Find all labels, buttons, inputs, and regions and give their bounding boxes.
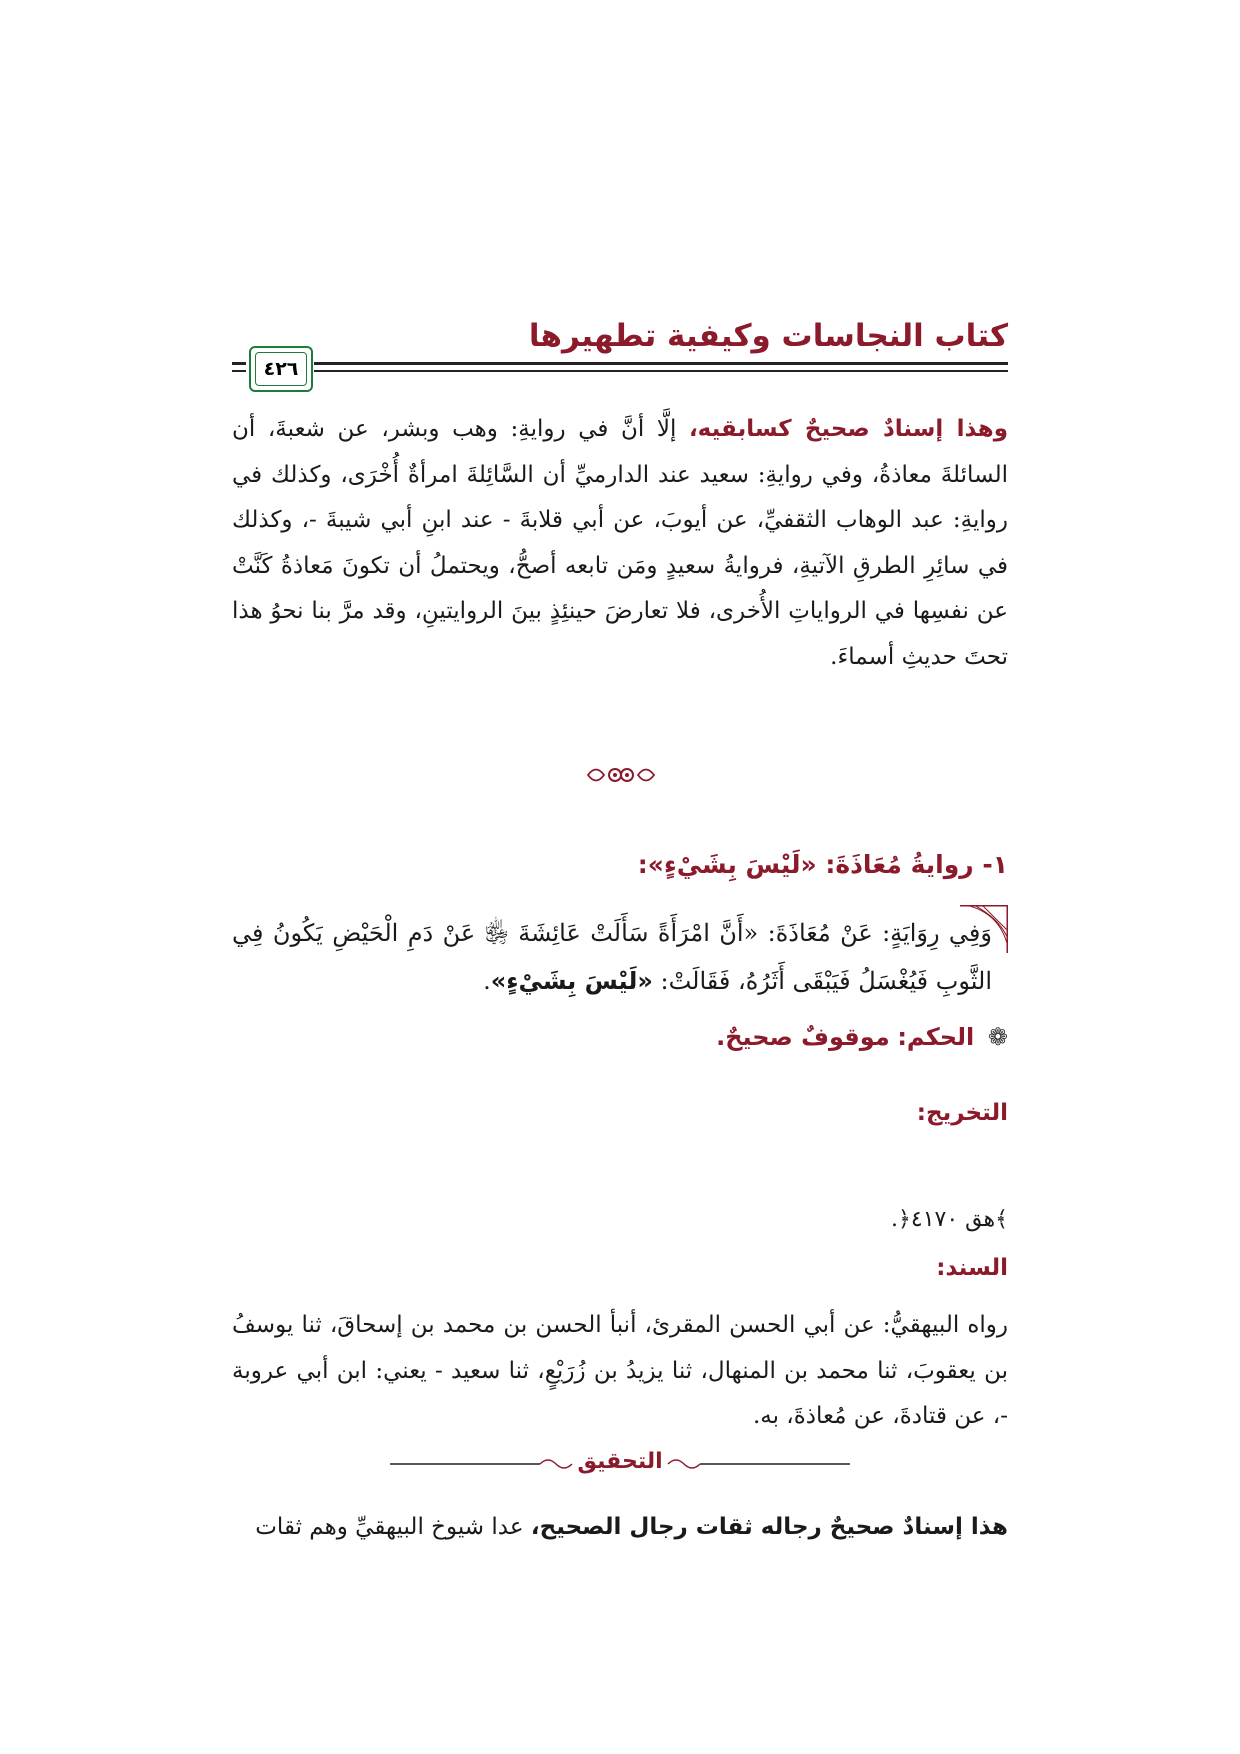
hadith-box [232,905,1008,1015]
intro-paragraph [232,407,1008,680]
ruling-value: موقوفٌ صحيحٌ. [716,1023,890,1051]
page-number: ٤٢٦ [255,352,307,386]
tahqiq-label: التحقيق [577,1449,663,1474]
tahqiq-divider [390,1449,850,1479]
ruling-label: الحكم: [897,1023,975,1051]
header-rule [232,362,246,365]
takhrij-heading: التخريج: [916,1100,1008,1126]
ornament-divider-icon [584,760,658,790]
hadith-end: . [483,967,491,995]
running-header [232,318,1008,398]
sanad-heading: السند: [936,1255,1008,1281]
header-rule [314,370,1008,372]
section-heading: ١- روايةُ مُعَاذَةَ: «لَيْسَ بِشَيْءٍ»: [637,850,1008,879]
takhrij-reference: ﴾هق ٤١٧٠﴿. [891,1207,1008,1232]
ruling-line [716,1023,1008,1051]
intro-text: إلَّا أنَّ في روايةِ: وهب وبشر، عن شعبةَ، أن السائلةَ معاذةُ، وفي روايةِ: سعيد عند الدارميِّ أن السَّائِلةَ امرأةٌ أُخْرَى، وكذلك في روايةِ: عبد الوهاب الثقفيِّ، عن أيوبَ، عن أبي قلابةَ - عند ابنِ أبي شيبةَ -، وكذلك في سائِرِ الطرقِ الآتيةِ، فروايةُ سعيدٍ ومَن تابعه أصحُّ، ويحتملُ أن تكونَ مَعاذةُ كَنَّتْ عن نفسِها في الرواياتِ الأُخرى، فلا تعارضَ حينئِذٍ بينَ الروايتينِ، وقد مرَّ بنا نحوُ هذا تحتَ حديثِ أسماءَ. [232,416,1008,670]
flower-icon: ❁ [987,1023,1008,1051]
page-number-badge [249,346,313,392]
header-rule [314,362,1008,365]
final-paragraph [232,1505,1008,1550]
final-bold: هذا إسنادٌ صحيحٌ رجاله ثقات رجال الصحيح، [530,1514,1008,1540]
hadith-text [232,909,992,1005]
sanad-paragraph: رواه البيهقيُّ: عن أبي الحسن المقرئ، أنبأ الحسن بن محمد بن إسحاقَ، ثنا يوسفُ بن يعقوبَ، ثنا محمد بن المنهال، ثنا يزيدُ بن زُرَيْعٍ، ثنا سعيد - يعني: ابن أبي عروبة -، عن قتادةَ، عن مُعاذةَ، به. [232,1312,1008,1429]
hadith-body: وَفِي رِوَايَةٍ: عَنْ مُعَاذَةَ: «أَنَّ امْرَأَةً سَأَلَتْ عَائِشَةَ ﵂ عَنْ دَمِ الْحَيْضِ يَكُونُ فِي الثَّوبِ فَيُغْسَلُ فَيَبْقَى أَثَرُهُ، فَقَالَتْ: [232,919,992,995]
final-text: عدا شيوخ البيهقيِّ وهم ثقات [255,1514,531,1540]
hadith-quote: «لَيْسَ بِشَيْءٍ» [490,967,653,995]
intro-bold-lead: وهذا إسنادٌ صحيحٌ كسابقيه، [688,416,1009,442]
header-rule [232,370,246,372]
book-title: كتاب النجاسات وكيفية تطهيرها [528,318,1008,354]
